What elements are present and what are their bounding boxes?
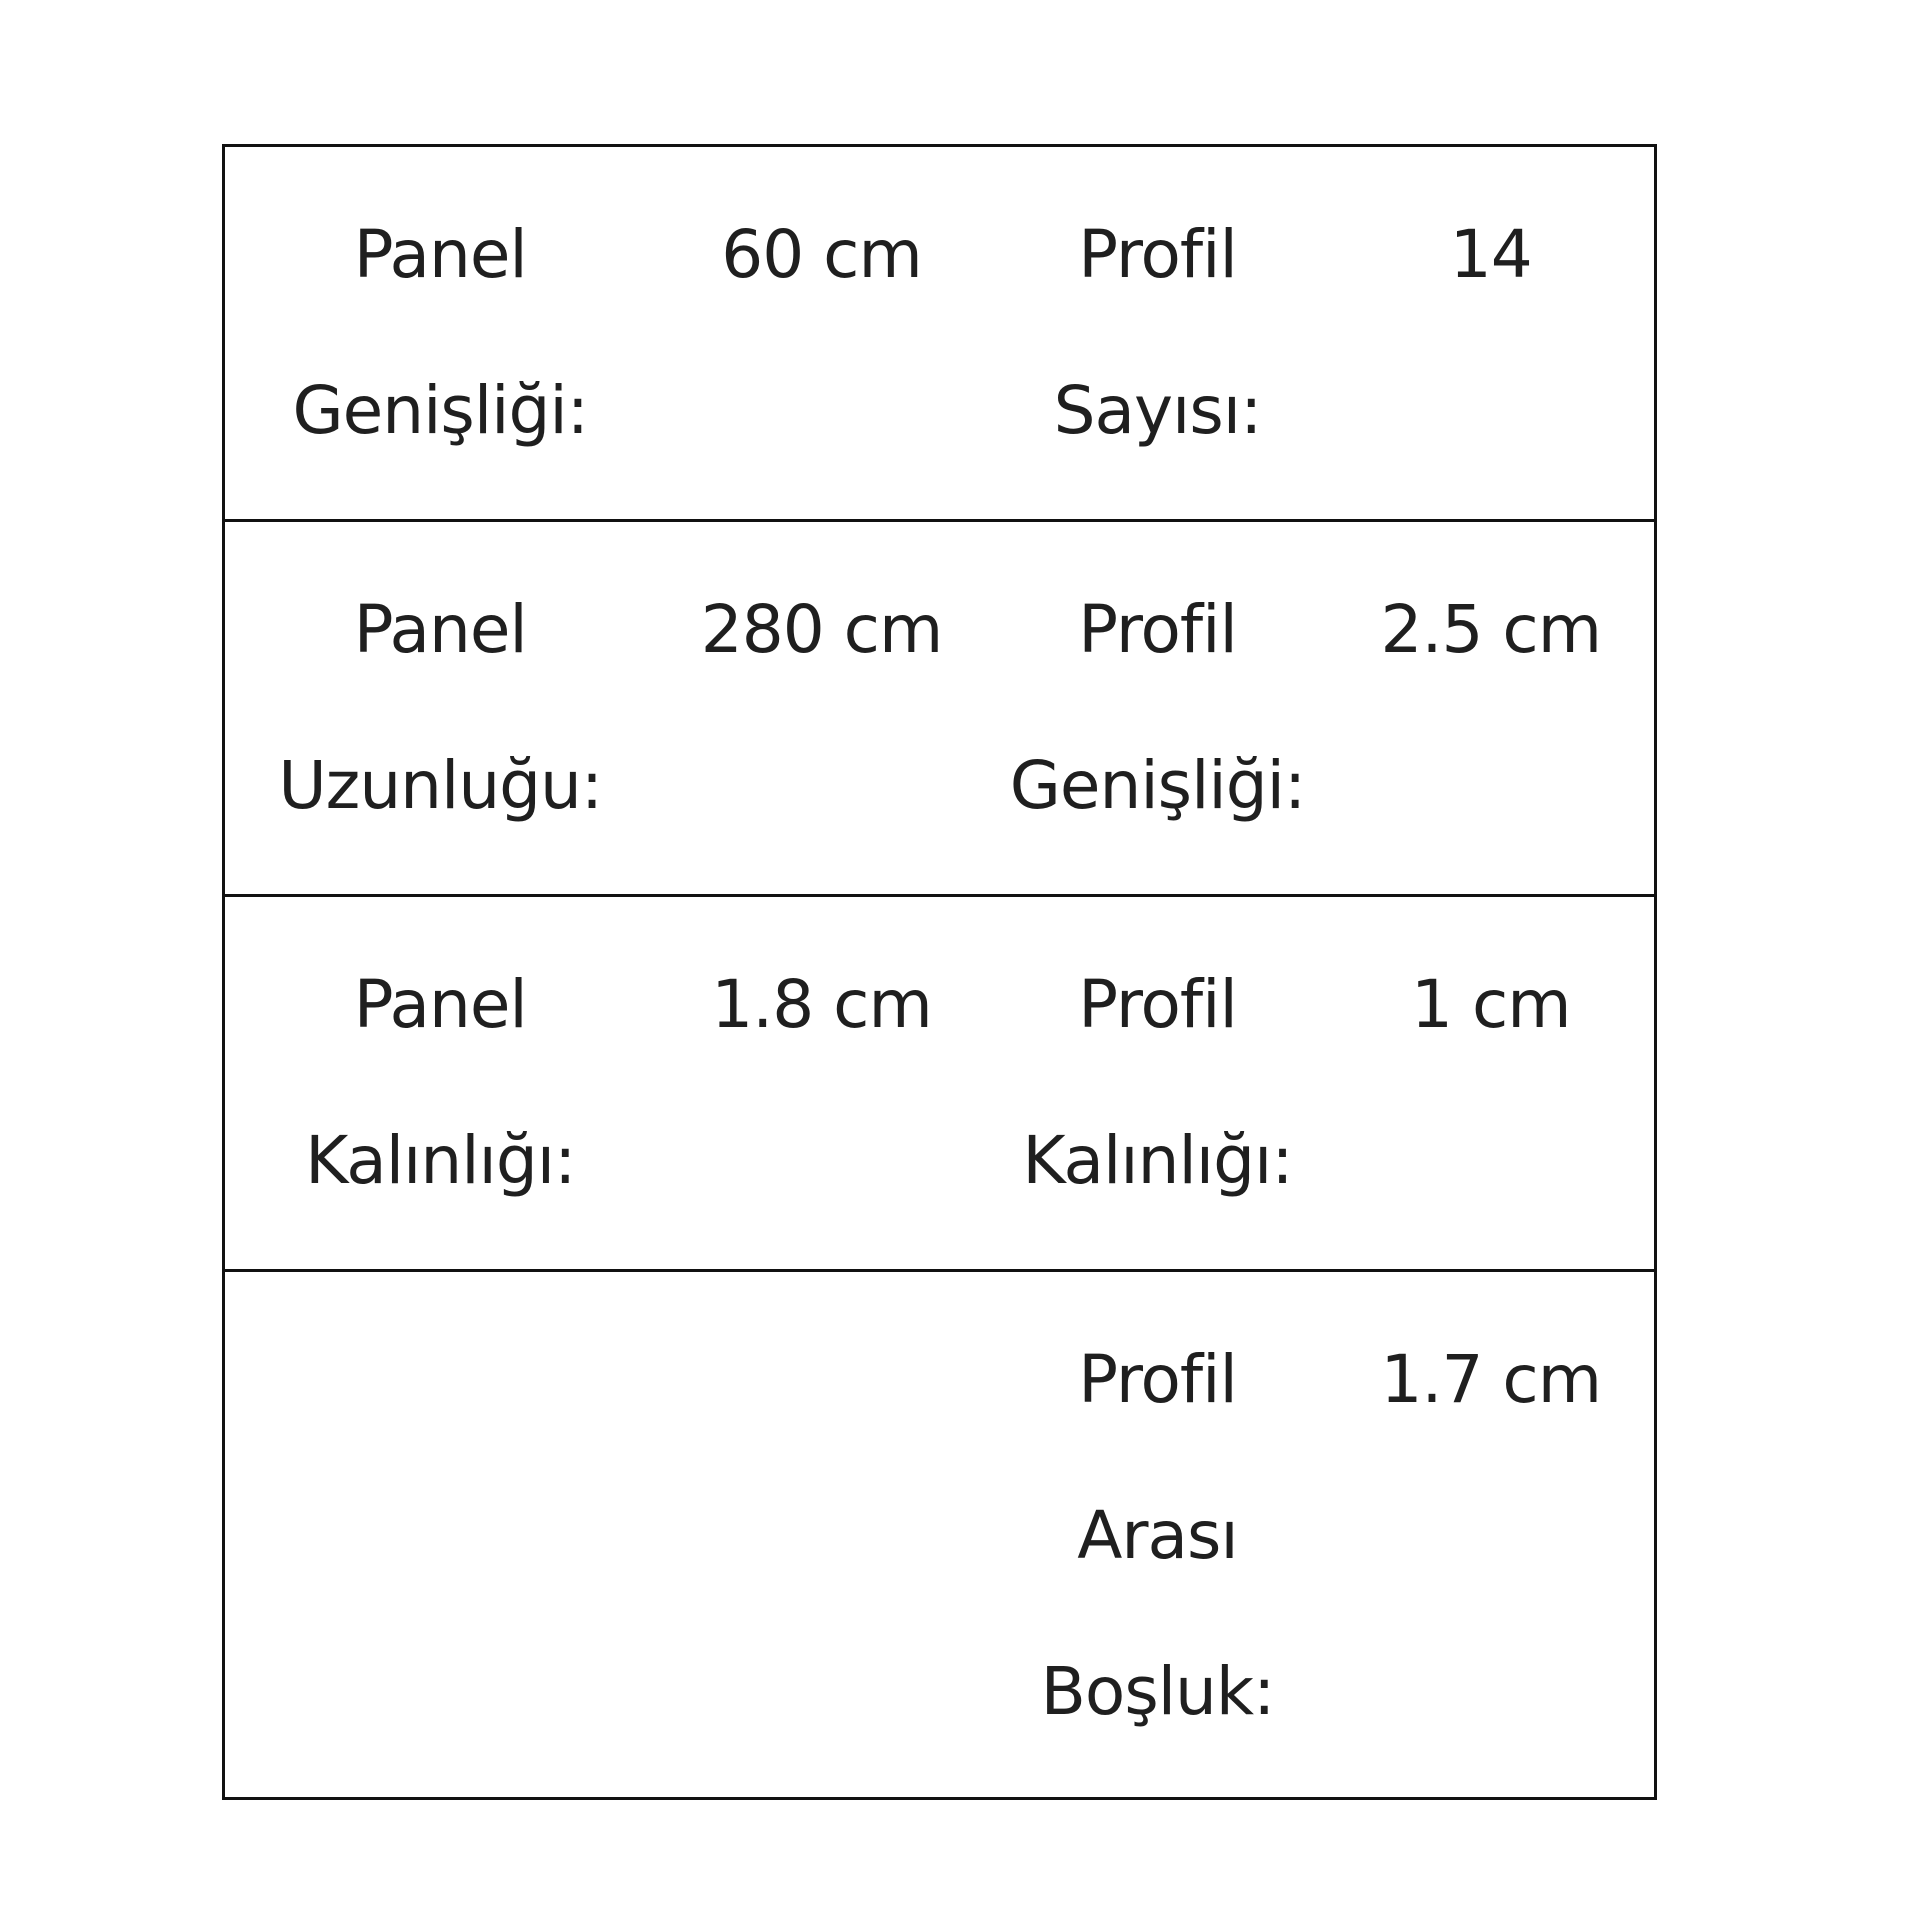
label-line: Profil [1078, 216, 1237, 293]
label-cell [988, 896, 1328, 1271]
value-cell: 1 cm [1410, 966, 1571, 1043]
spec-table [222, 144, 1657, 1800]
table-row [224, 521, 1656, 896]
label-line: Sayısı: [1053, 372, 1262, 449]
value-cell: 1.7 cm [1380, 1341, 1602, 1418]
value-cell: 60 cm [721, 216, 922, 293]
value-cell: 2.5 cm [1380, 591, 1602, 668]
label-cell [988, 146, 1328, 521]
label-line: Panel [353, 591, 527, 668]
value-cell: 1.8 cm [711, 966, 932, 1043]
label-line: Kalınlığı: [1022, 1122, 1293, 1199]
label-line: Profil [1078, 966, 1237, 1043]
label-line: Panel [353, 216, 527, 293]
value-cell: 14 [1449, 216, 1532, 293]
empty-cell [224, 1271, 656, 1799]
label-cell [224, 146, 656, 521]
label-line: Boşluk: [1040, 1653, 1275, 1730]
table-row [224, 146, 1656, 521]
table-row [224, 1271, 1656, 1799]
value-cell: 280 cm [700, 591, 943, 668]
label-cell [224, 896, 656, 1271]
empty-cell [656, 1271, 988, 1799]
label-line: Profil [1078, 1341, 1237, 1418]
label-line: Profil [1078, 591, 1237, 668]
label-line: Arası [1077, 1497, 1238, 1574]
label-line: Kalınlığı: [305, 1122, 576, 1199]
table-row [224, 896, 1656, 1271]
label-cell [224, 521, 656, 896]
label-cell [988, 521, 1328, 896]
label-line: Genişliği: [1009, 747, 1306, 824]
label-line: Genişliği: [292, 372, 588, 449]
label-line: Uzunluğu: [278, 747, 603, 824]
label-line: Panel [353, 966, 527, 1043]
label-cell [988, 1271, 1328, 1799]
